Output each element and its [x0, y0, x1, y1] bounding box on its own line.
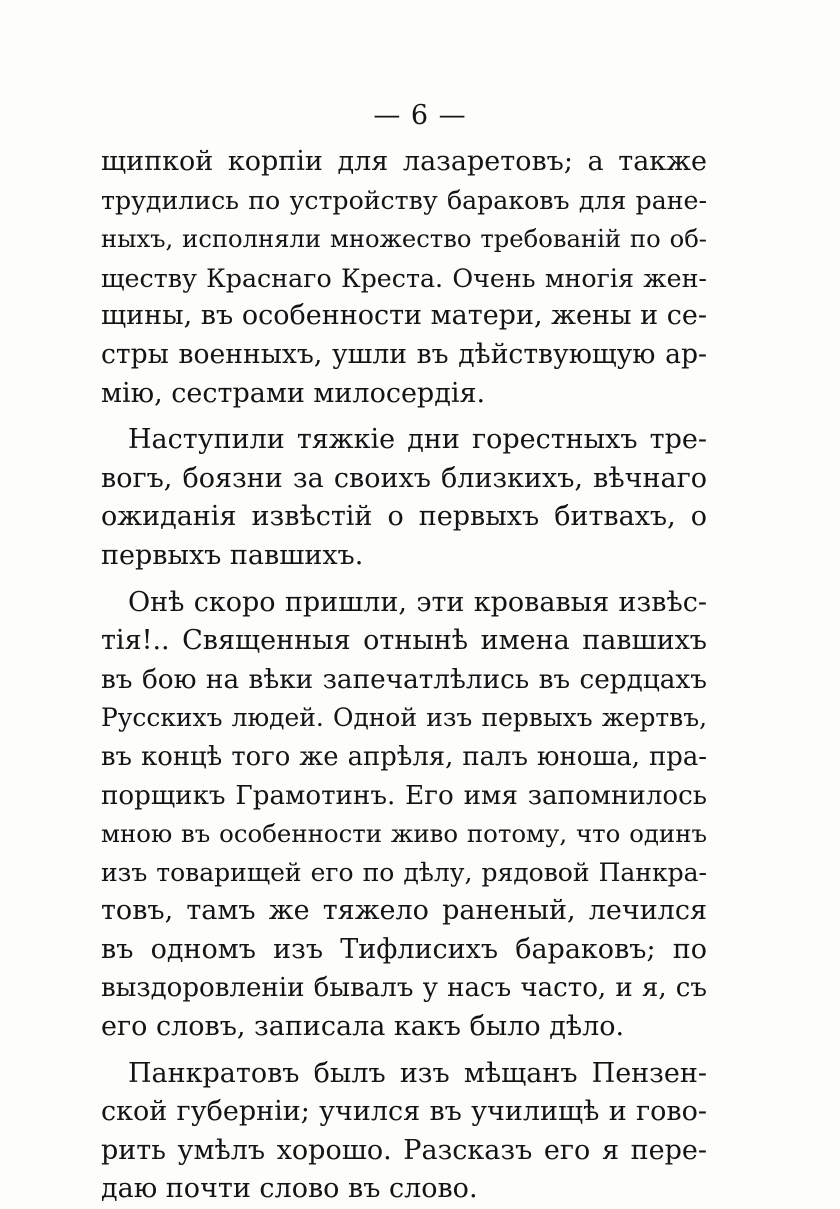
text-line: вогъ, боязни за своихъ близкихъ, вѣчнаго: [101, 462, 707, 494]
text-line: мною въ особенности живо потому, что одинъ: [101, 819, 707, 849]
text-line: ныхъ, исполняли множество требованій по об-: [101, 224, 707, 254]
paragraph-2: [101, 421, 707, 575]
text-line: его словъ, записала какъ было дѣло.: [101, 1011, 625, 1043]
text-line: изъ товарищей его по дѣлу, рядовой Панкра-: [101, 857, 707, 887]
text-line: выздоровленіи бывалъ у насъ часто, и я, съ: [101, 973, 707, 1004]
text-line: первыхъ павшихъ.: [101, 539, 364, 571]
text-line: щины, въ особенности матери, жены и се-: [101, 300, 707, 332]
text-line: ществу Краснаго Креста. Очень многія жен-: [101, 262, 707, 293]
text-line: въ бою на вѣки запечатлѣлись въ сердцахъ: [101, 664, 707, 695]
paragraph-1: [101, 143, 707, 413]
paragraph-3: [101, 584, 707, 1047]
text-line: ской губерніи; учился въ училищѣ и гово-: [101, 1096, 707, 1128]
text-line: въ концѣ того же апрѣля, палъ юноша, пра-: [101, 741, 707, 772]
page-number: — 6 —: [373, 100, 467, 131]
body-text: [101, 143, 707, 1209]
text-line: Русскихъ людей. Одной изъ первыхъ жертвъ,: [101, 703, 707, 733]
text-line: трудились по устройству бараковъ для ране-: [101, 185, 707, 215]
text-line: Онѣ скоро пришли, эти кровавыя извѣс-: [128, 586, 707, 618]
text-line: даю почти слово въ слово.: [101, 1173, 478, 1205]
text-line: Наступили тяжкіе дни горестныхъ тре-: [128, 424, 707, 456]
text-line: тія!.. Священныя отнынѣ имена павшихъ: [101, 625, 707, 657]
text-line: товъ, тамъ же тяжело раненый, лечился: [101, 895, 707, 927]
text-line: порщикъ Грамотинъ. Его имя запомнилось: [101, 780, 707, 811]
text-line: щипкой корпіи для лазаретовъ; а также: [101, 146, 707, 177]
paragraph-4: [101, 1055, 707, 1209]
text-line: мію, сестрами милосердія.: [101, 377, 486, 409]
text-line: Панкратовъ былъ изъ мѣщанъ Пензен-: [128, 1057, 707, 1089]
text-line: стры военныхъ, ушли въ дѣйствующую ар-: [101, 338, 707, 370]
text-line: ожиданія извѣстій о первыхъ битвахъ, о: [101, 501, 707, 533]
text-line: въ одномъ изъ Тифлисихъ бараковъ; по: [101, 933, 707, 965]
text-line: рить умѣлъ хорошо. Разсказъ его я пере-: [101, 1134, 707, 1166]
